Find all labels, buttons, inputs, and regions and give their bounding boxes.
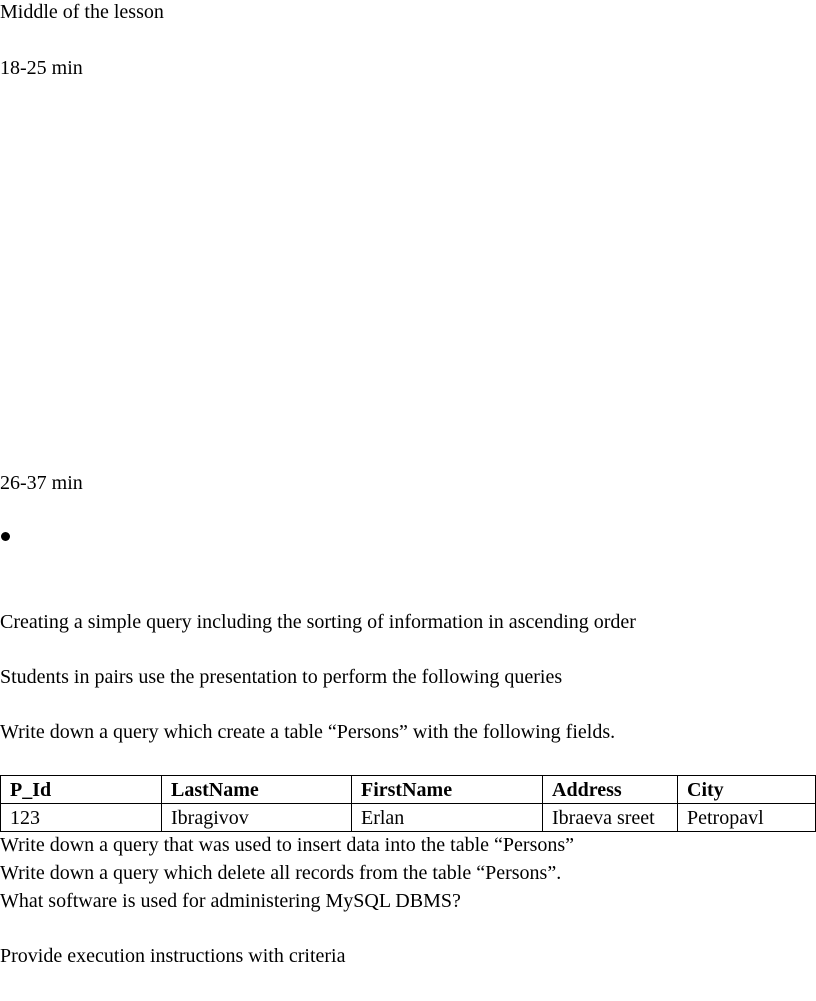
instruction-text: Students in pairs use the presentation to perform the following queries [0, 666, 563, 688]
time-range-2: 26-37 min [0, 472, 83, 494]
criteria-note: Provide execution instructions with criteria [0, 945, 346, 967]
column-header-firstname: FirstName [352, 776, 543, 804]
persons-table [0, 775, 816, 832]
cell-firstname: Erlan [352, 804, 543, 832]
cell-p-id: 123 [1, 804, 162, 832]
task-title: Creating a simple query including the sorting of information in ascending order [0, 611, 636, 633]
table-row [1, 804, 816, 832]
software-question: What software is used for administering MySQL DBMS? [0, 890, 461, 912]
column-header-lastname: LastName [162, 776, 352, 804]
time-range-1: 18-25 min [0, 57, 83, 79]
stage-label: Middle of the lesson [0, 1, 164, 23]
column-header-address: Address [543, 776, 678, 804]
cell-lastname: Ibragivov [162, 804, 352, 832]
cell-address: Ibraeva sreet [543, 804, 678, 832]
query-task-insert: Write down a query that was used to insert data into the table “Persons” [0, 834, 575, 856]
bullet-point [1, 532, 10, 541]
table-header-row [1, 776, 816, 804]
cell-city: Petropavl [678, 804, 816, 832]
column-header-p-id: P_Id [1, 776, 162, 804]
query-task-create-table: Write down a query which create a table “Persons” with the following fields. [0, 721, 616, 743]
query-task-delete: Write down a query which delete all records from the table “Persons”. [0, 862, 562, 884]
column-header-city: City [678, 776, 816, 804]
